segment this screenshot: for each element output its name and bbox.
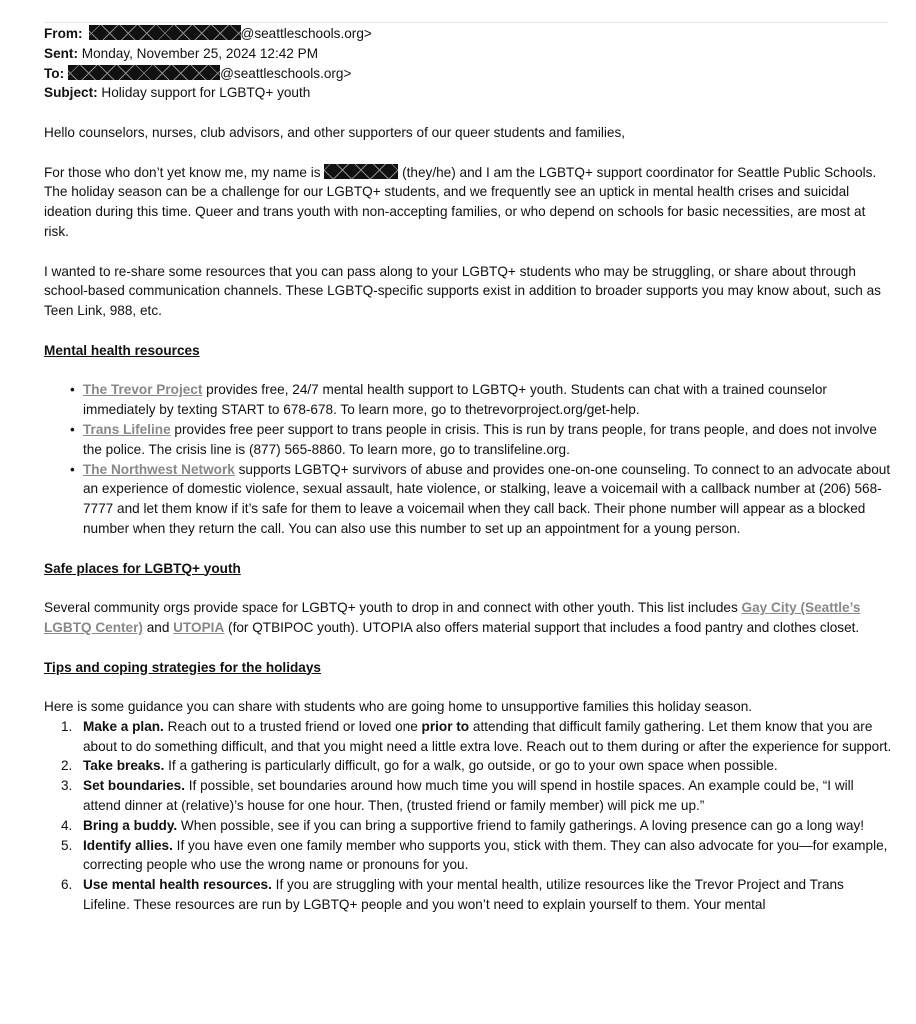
from-row xyxy=(44,24,894,44)
list-item: 3. Set boundaries. If possible, set boundaries around how much time you will spend in hostile spaces. An example could be, “I will attend dinner at (relative)’s house for one hour. Then, (trusted friend or family member) will pick me up.” xyxy=(61,778,854,814)
link-trans-lifeline[interactable]: Trans Lifeline xyxy=(83,421,171,437)
list-item: • The Northwest Network supports LGBTQ+ survivors of abuse and provides one-on-one counseling. To connect to an advocate about an experience of domestic violence, sexual assault, hate violence, or stalking, leave a voicemail with a callback number at (206) 568-7777 and let them know if it’s safe for them to leave a voicemail when they call back. Their phone number will appear as a blocked number when they return the call. You can also use this number to set up an appointment for a young person. xyxy=(83,460,894,539)
list-item: 6. Use mental health resources. If you are struggling with your mental health, utilize resources like the Trevor Project and Trans Lifeline. These resources are run by LGBTQ+ people and you won’t need to explain yourself to them. Your mental xyxy=(61,877,844,913)
to-label: To: xyxy=(44,65,65,81)
subject-label: Subject: xyxy=(44,85,98,101)
list-item: 5. Identify allies. If you have even one family member who supports you, stick with them. They can also advocate for you—for example, correcting people who use the wrong name or pronouns for you. xyxy=(61,837,888,873)
redaction-box xyxy=(89,25,241,40)
list-item: 2. Take breaks. If a gathering is particularly difficult, go for a walk, go outside, or go to your own space when possible. xyxy=(61,758,778,774)
section-heading-tips: Tips and coping strategies for the holidays xyxy=(44,659,321,675)
sent-row xyxy=(44,44,894,64)
link-utopia[interactable]: UTOPIA xyxy=(173,619,225,635)
subject-row xyxy=(44,83,894,103)
intro-paragraph: For those who don’t yet know me, my name is (they/he) and I am the LGBTQ+ support coordinator for Seattle Public Schools. The holiday season can be a challenge for our LGBTQ+ students, and we frequently see an uptick in mental health crises and suicidal ideation during this time. Queer and trans youth with non-accepting families, or who depend on schools for basic necessities, are most at risk. xyxy=(44,164,877,239)
safe-places-paragraph: Several community orgs provide space for LGBTQ+ youth to drop in and connect with other youth. This list includes Gay City (Seattle’s LGBTQ Center) and UTOPIA (for QTBIPOC youth). UTOPIA also offers material support that includes a food pantry and clothes closet. xyxy=(44,600,861,635)
header-divider xyxy=(44,22,888,23)
link-northwest-network[interactable]: The Northwest Network xyxy=(83,461,235,477)
subject-value: Holiday support for LGBTQ+ youth xyxy=(101,85,311,101)
list-item: • The Trevor Project provides free, 24/7 mental health support to LGBTQ+ youth. Students can chat with a trained counselor immediately by texting START to 678-678. To learn more, go to thetrevorproject.org/get-help. xyxy=(83,380,894,420)
link-gay-city[interactable]: Gay City (Seattle’s LGBTQ Center) xyxy=(44,600,861,635)
tips-intro: Here is some guidance you can share with students who are going home to unsupportive families this holiday season. xyxy=(44,699,753,715)
mental-health-list xyxy=(44,380,894,538)
greeting: Hello counselors, nurses, club advisors, and other supporters of our queer students and families, xyxy=(44,124,626,140)
list-item: 4. Bring a buddy. When possible, see if you can bring a supportive friend to family gatherings. A loving presence can go a long way! xyxy=(61,817,865,833)
from-domain: @seattleschools.org> xyxy=(240,26,372,41)
to-domain: @seattleschools.org> xyxy=(220,65,352,81)
section-heading-safe-places: Safe places for LGBTQ+ youth xyxy=(44,560,241,576)
to-row xyxy=(44,64,894,84)
reshare-paragraph: I wanted to re-share some resources that you can pass along to your LGBTQ+ students who may be struggling, or share about through school-based communication channels. These LGBTQ-specific supports exist in addition to broader supports you may know about, such as Teen Link, 988, etc. xyxy=(44,263,881,319)
redaction-box xyxy=(324,164,398,179)
link-trevor-project[interactable]: The Trevor Project xyxy=(83,382,203,398)
tips-list xyxy=(44,717,894,915)
from-label: From: xyxy=(44,26,83,41)
sent-value: Monday, November 25, 2024 12:42 PM xyxy=(81,45,319,61)
email-content xyxy=(44,24,894,915)
sent-label: Sent: xyxy=(44,45,78,61)
redaction-box xyxy=(68,65,220,80)
list-item: • Trans Lifeline provides free peer support to trans people in crisis. This is run by trans people, for trans people, and does not involve the police. The crisis line is (877) 565-8860. To learn more, go to translifeline.org. xyxy=(83,420,894,460)
section-heading-mental-health: Mental health resources xyxy=(44,342,200,358)
list-item: 1. Make a plan. Reach out to a trusted friend or loved one prior to attending that difficult family gathering. Let them know that you are about to do something difficult, and that you might need a little extra love. Reach out to them during or after the experience for support. xyxy=(61,718,892,754)
